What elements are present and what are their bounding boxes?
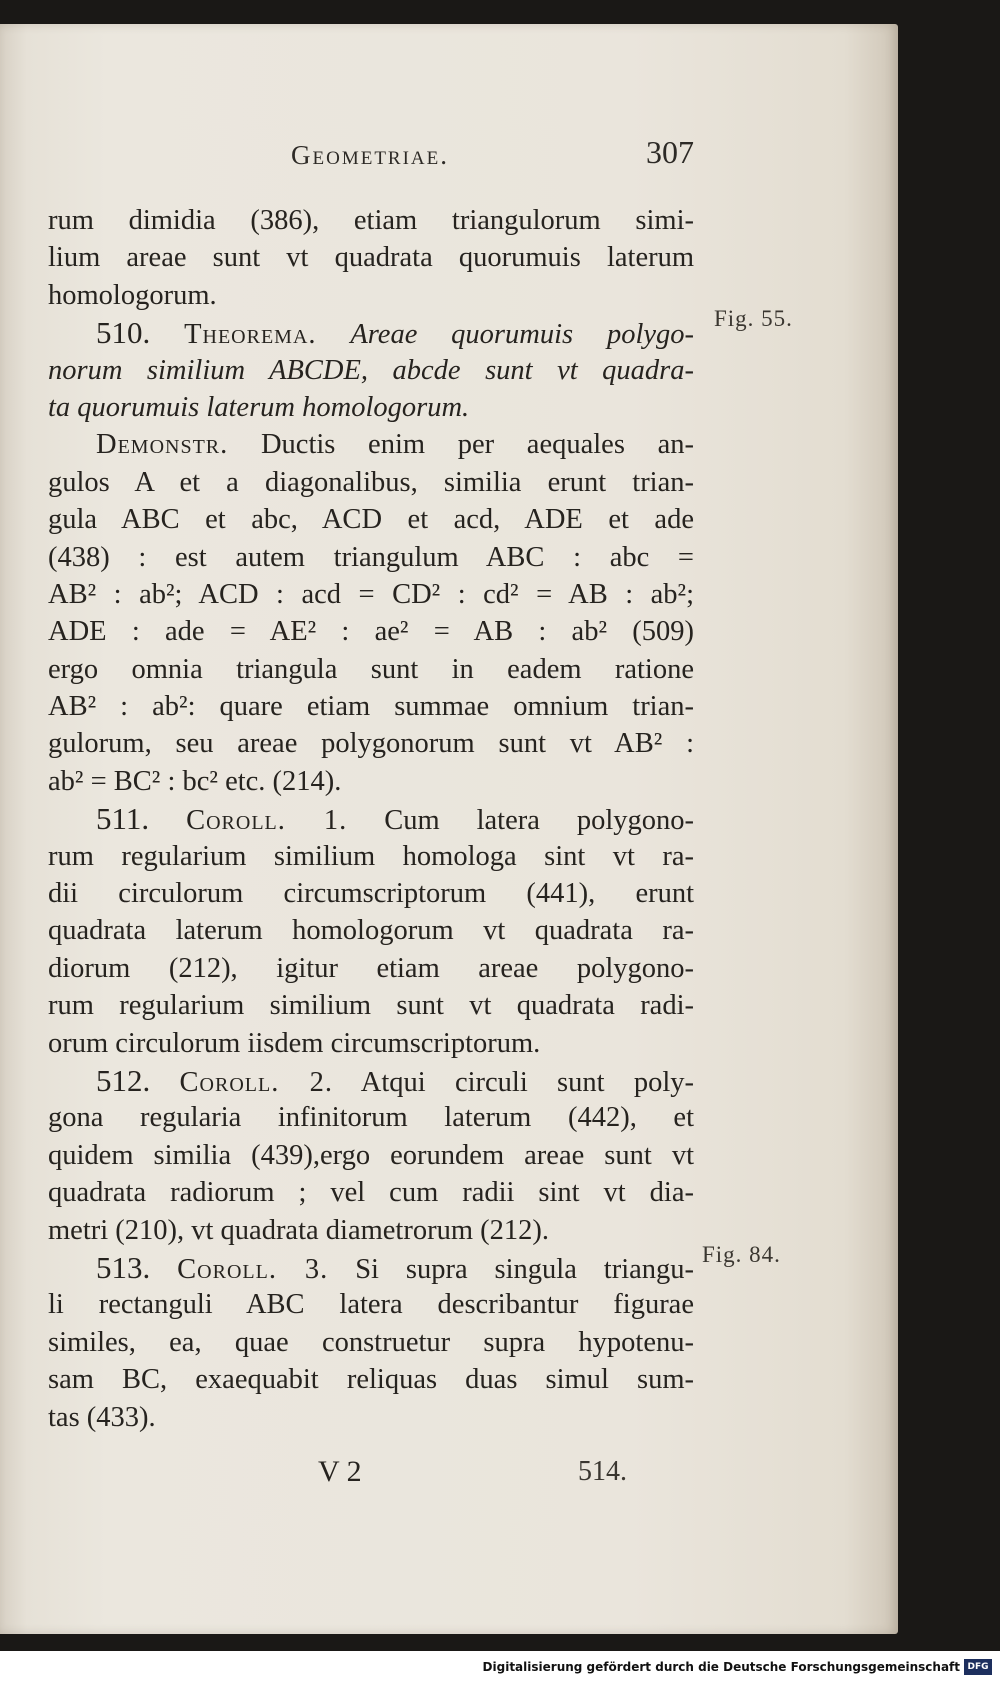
text-line: diorum (212), igitur etiam areae polygono-: [48, 952, 694, 984]
corollary-label: Coroll. 3.: [177, 1253, 329, 1285]
paragraph-511-first-line: [48, 800, 694, 837]
paragraph-number: 512.: [96, 1062, 151, 1098]
demonstration-text: Ductis enim per aequales an-: [260, 429, 694, 461]
paragraph-number: 511.: [96, 801, 150, 837]
signature-mark: V 2: [318, 1455, 362, 1488]
text-line: gona regularia infinitorum laterum (442), et: [48, 1102, 694, 1134]
text-line: quadrata radiorum ; vel cum radii sint vt dia-: [48, 1177, 694, 1209]
demonstration-first-line: [48, 426, 694, 463]
text-line: ab² = BC² : bc² etc. (214).: [48, 765, 342, 797]
margin-figure-reference: Fig. 84.: [702, 1242, 781, 1267]
corollary-label: Coroll. 1.: [186, 805, 348, 837]
text-line: similes, ea, quae construetur supra hypotenu-: [48, 1326, 694, 1358]
paragraph-510-first-line: [48, 314, 694, 351]
text-line: rum regularium similium homologa sint vt ra-: [48, 840, 694, 872]
book-page: [0, 24, 898, 1634]
text-line: rum regularium similium sunt vt quadrata radi-: [48, 990, 694, 1022]
text-line: quidem similia (439),ergo eorundem areae sunt vt: [48, 1139, 694, 1171]
text-line: gulorum, seu areae polygonorum sunt vt AB² :: [48, 728, 694, 760]
digitization-footer: [0, 1651, 1000, 1687]
text-line: homologorum.: [48, 279, 217, 311]
text-line: AB² : ab²; ACD : acd = CD² : cd² = AB : ab²;: [48, 578, 694, 610]
text-line: AB² : ab²: quare etiam summae omnium trian-: [48, 691, 694, 723]
text-line: gula ABC et abc, ACD et acd, ADE et ade: [48, 504, 694, 536]
text-line: lium areae sunt vt quadrata quorumuis laterum: [48, 242, 694, 274]
catchword: 514.: [578, 1456, 627, 1487]
dfg-logo: DFG: [964, 1659, 992, 1675]
text-line: metri (210), vt quadrata diametrorum (212).: [48, 1214, 549, 1246]
margin-figure-reference: Fig. 55.: [714, 306, 793, 331]
running-head: [48, 132, 698, 172]
text-line: (438) : est autem triangulum ABC : abc =: [48, 541, 694, 573]
theorem-statement-start: Areae quorumuis polygo-: [350, 319, 695, 351]
paragraph-number: 510.: [96, 315, 151, 351]
text-line: rum dimidia (386), etiam triangulorum simi-: [48, 205, 694, 236]
corollary-label: Coroll. 2.: [179, 1066, 334, 1098]
funding-credit: Digitalisierung gefördert durch die Deutsche Forschungsgemeinschaft: [482, 1660, 960, 1674]
text-line: norum similium ABCDE, abcde sunt vt quadra-: [48, 354, 694, 386]
text-line: gulos A et a diagonalibus, similia erunt trian-: [48, 466, 694, 498]
text-line: sam BC, exaequabit reliquas duas simul sum-: [48, 1364, 694, 1396]
corollary-text: Cum latera polygono-: [384, 805, 694, 837]
page-number: 307: [646, 134, 694, 170]
text-line: li rectanguli ABC latera describantur figurae: [48, 1289, 694, 1321]
paragraph-512-first-line: [48, 1062, 694, 1099]
text-line: dii circulorum circumscriptorum (441), erunt: [48, 878, 694, 910]
running-title: Geometriae.: [291, 140, 450, 170]
text-line: ADE : ade = AE² : ae² = AB : ab² (509): [48, 616, 694, 648]
corollary-text: Si supra singula triangu-: [355, 1253, 694, 1285]
paragraph-513-first-line: [48, 1249, 694, 1286]
text-line: quadrata laterum homologorum vt quadrata ra-: [48, 915, 694, 947]
corollary-text: Atqui circuli sunt poly-: [360, 1066, 695, 1098]
text-line: tas (433).: [48, 1401, 156, 1433]
paragraph-number: 513.: [96, 1249, 151, 1285]
text-line: ta quorumuis laterum homologorum.: [48, 391, 470, 423]
page-body-text: [48, 202, 694, 1436]
demonstration-label: Demonstr.: [96, 429, 229, 461]
theorem-label: Theorema.: [184, 319, 317, 351]
text-line: ergo omnia triangula sunt in eadem ratione: [48, 653, 694, 685]
text-line: orum circulorum iisdem circumscriptorum.: [48, 1027, 541, 1059]
